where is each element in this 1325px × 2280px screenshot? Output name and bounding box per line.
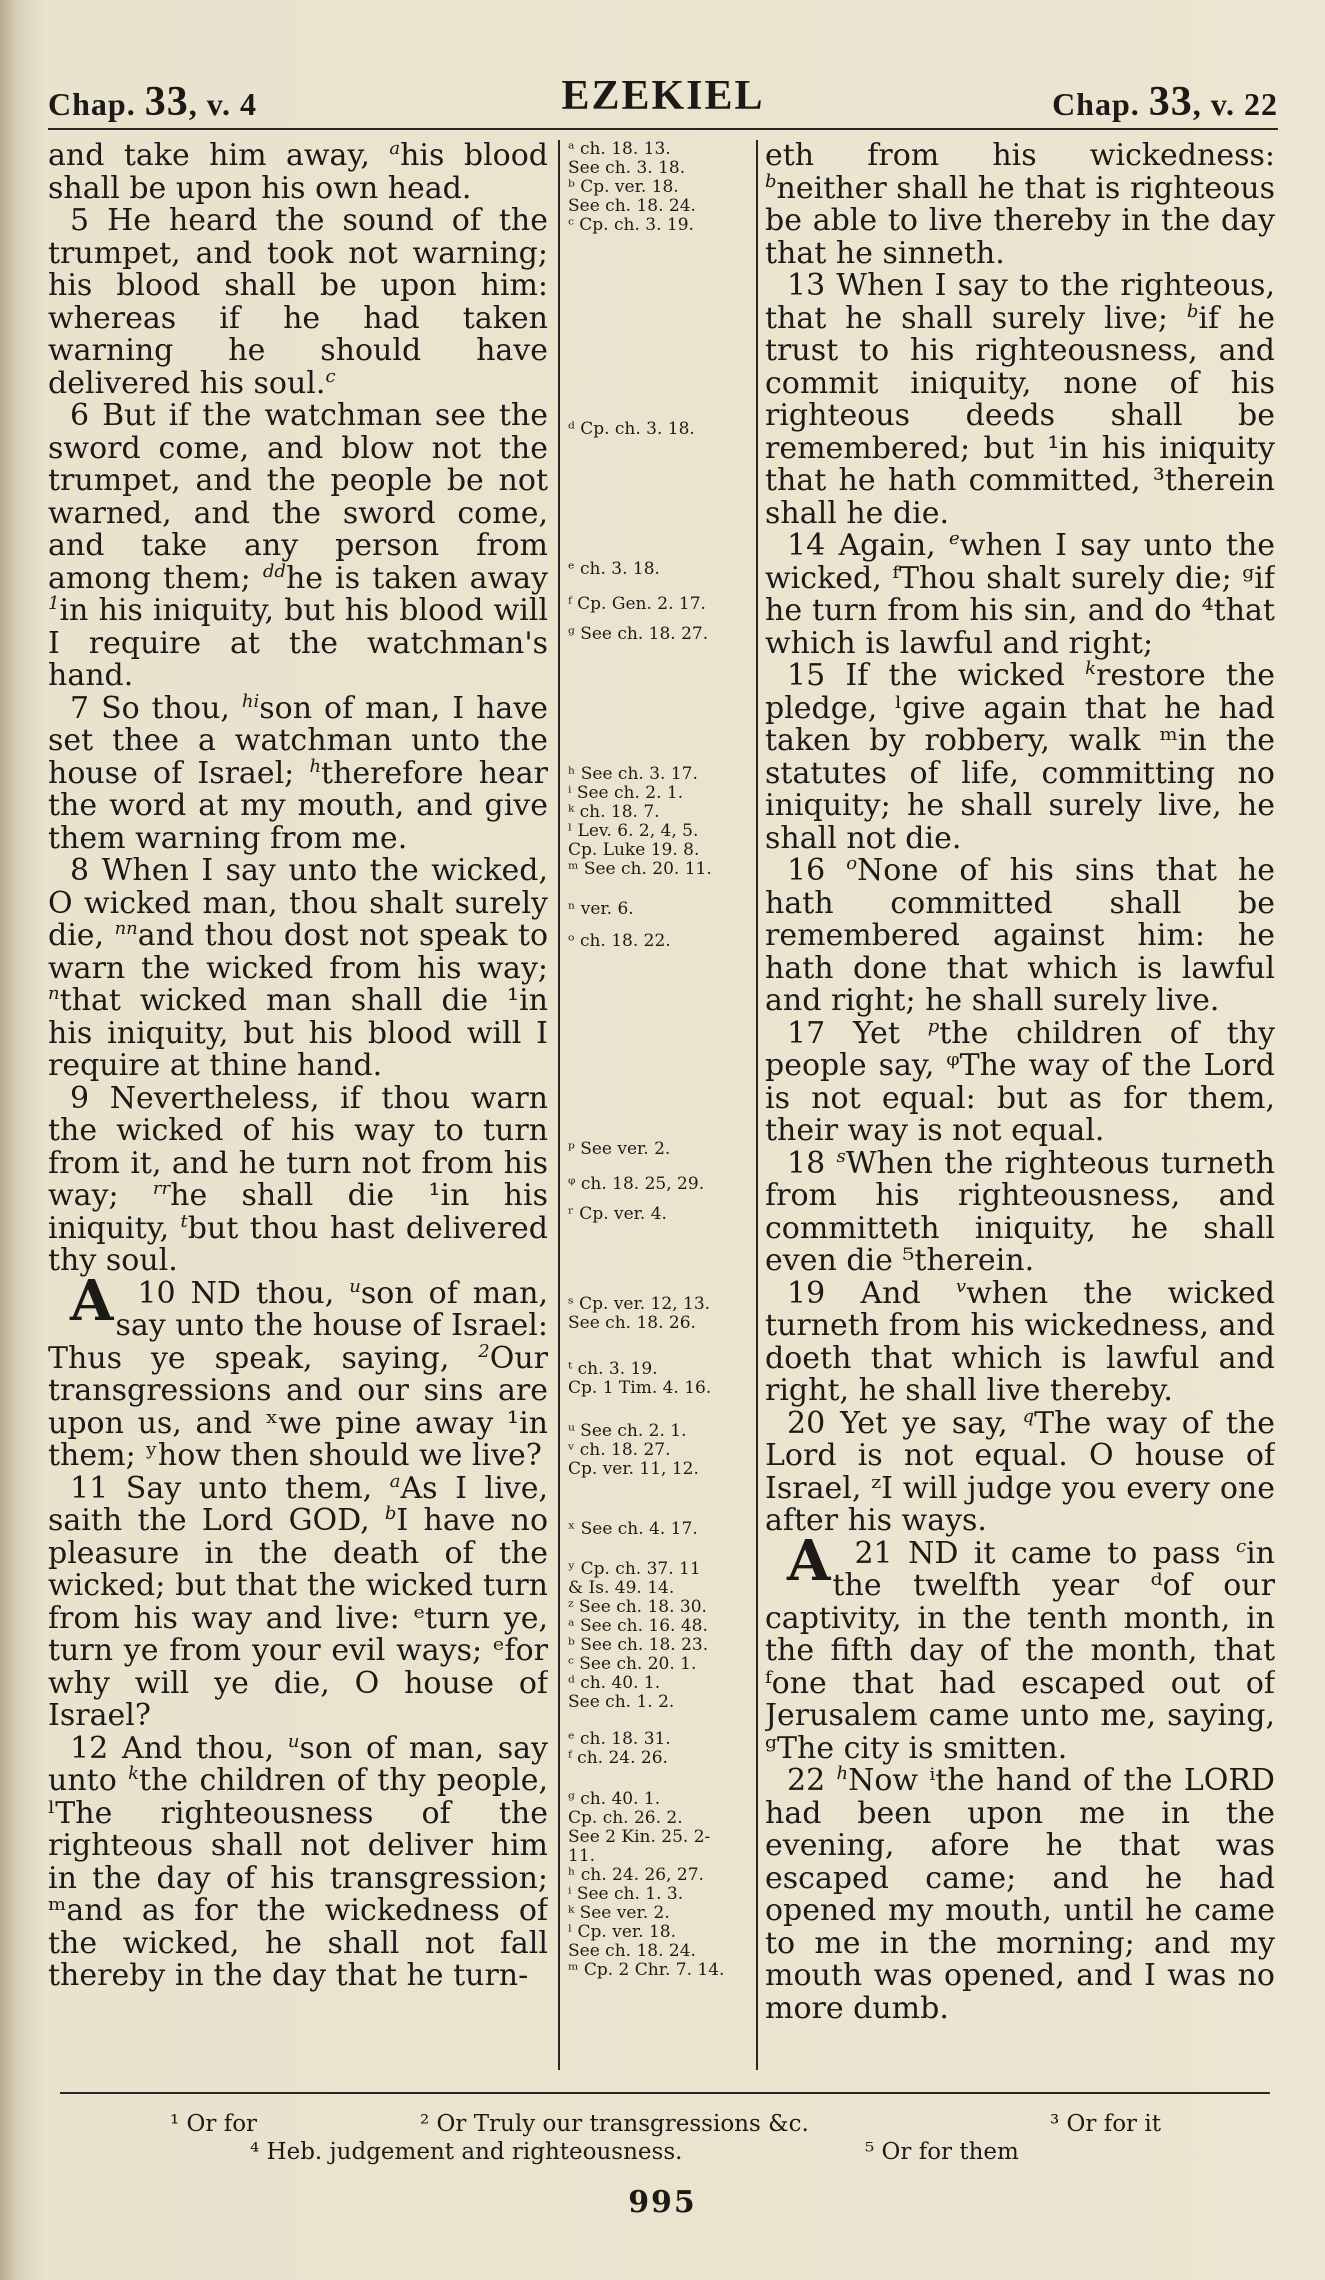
verse-text: when the wicked turneth from his wickedness, and doeth that which is lawful and right, he shall live thereby. [765, 1275, 1275, 1408]
verse-text: But if the watchman see the sword come, and blow not the trumpet, and the people be not warned, and the sword come, and take any person from among them; [48, 398, 548, 596]
cross-ref-marker: u [349, 1275, 361, 1297]
cross-reference-entry: ᵘ See ch. 2. 1. ᵛ ch. 18. 27. Cp. ver. 11, 12. [568, 1421, 699, 1479]
cross-ref-marker: r [152, 1178, 162, 1199]
verse-text: When I say unto the wicked, O wicked man, thou shalt surely die, [48, 853, 548, 953]
cross-reference-entry: ᵉ ch. 18. 31. ᶠ ch. 24. 26. [568, 1729, 671, 1768]
footnote-rule [60, 2092, 1270, 2094]
cross-ref-marker: v [955, 1275, 967, 1297]
page-number: 995 [628, 2185, 697, 2220]
left-text-column [48, 140, 548, 2080]
verse-paragraph [48, 1470, 548, 1733]
cross-ref-marker: e [949, 528, 960, 549]
cross-reference-entry: ᶠ Cp. Gen. 2. 17. [568, 594, 706, 614]
header-right-chapter-ref [1052, 78, 1278, 126]
cross-reference-column [568, 140, 752, 2070]
verse-number: 10 [137, 1275, 176, 1311]
verse-text: therefore hear the word at my mouth, and give them warning from me. [48, 755, 548, 856]
verse-text: The way of the Lord is not equal. O house of Israel, ᶻI will judge you every one after his ways. [765, 1405, 1275, 1538]
verse-number: 20 [787, 1405, 826, 1441]
verse-text: when I say unto the wicked, ᶠThou shalt surely die; ᵍif he turn from his sin, and do ⁴that which is lawful and right; [765, 528, 1275, 661]
verse-paragraph [765, 1405, 1275, 1538]
verse-text: ND thou, [190, 1275, 350, 1311]
drop-capital: A [787, 1527, 831, 1594]
footnote-4: ⁴ Heb. judgement and righteousness. [250, 2139, 683, 2165]
verse-paragraph [765, 1145, 1275, 1278]
verse-text: that wicked man shall die ¹in his iniquity, but his blood will I require at thine hand. [48, 983, 548, 1083]
verse-text: ND it came to pass [908, 1535, 1236, 1571]
header-left-suffix: , v. 4 [188, 86, 257, 122]
verse-number: 9 [70, 1080, 90, 1116]
cross-ref-marker: o [846, 853, 858, 874]
verse-text: but thou hast delivered thy soul. [48, 1210, 548, 1278]
cross-reference-entry: ᵍ ch. 40. 1. Cp. ch. 26. 2. See 2 Kin. 25. 2- 11. ʰ ch. 24. 26, 27. ⁱ See ch. 1. 3. ᵏ See ver. 2. ˡ Cp. ver. 18. See ch. 18. 24. ᵐ Cp. 2 Chr. 7. 14. [568, 1789, 725, 1980]
cross-ref-marker: c [325, 365, 336, 387]
footnotes [60, 2110, 1270, 2166]
verse-text: if he trust to his righteousness, and commit iniquity, none of his righteous deeds shall be remembered; but ¹in his iniquity that he hath committed, ³therein shall he die. [765, 300, 1275, 531]
verse-number: 17 [787, 1015, 826, 1051]
cross-ref-marker: 2 [478, 1340, 490, 1362]
verse-number: 22 [787, 1763, 826, 1798]
verse-number: 18 [787, 1145, 826, 1181]
verse-text: and thou dost not speak to warn the wicked from his way; [48, 918, 548, 986]
footnote-5: ⁵ Or for them [865, 2139, 1019, 2165]
cross-ref-marker: h [309, 755, 322, 777]
cross-reference-entry: ʸ Cp. ch. 37. 11 & Is. 49. 14. ᶻ See ch. 18. 30. ᵃ See ch. 16. 48. ᵇ See ch. 18. 23. ᶜ See ch. 20. 1. ᵈ ch. 40. 1. See ch. 1. 2. [568, 1559, 709, 1712]
verse-paragraph [48, 205, 548, 400]
cross-ref-marker: t [180, 1210, 188, 1232]
verse-paragraph [48, 1080, 548, 1278]
header-left-chapter: 33 [144, 79, 189, 125]
footnote-3: ³ Or for it [1050, 2111, 1161, 2137]
verse-number: 5 [70, 203, 90, 238]
cross-ref-marker: c [1235, 1535, 1247, 1557]
cross-ref-marker: n [126, 918, 138, 939]
verse-paragraph [48, 690, 548, 856]
cross-ref-marker: a [389, 140, 401, 159]
verse-text: Say unto them, [125, 1470, 390, 1506]
verse-number: 12 [70, 1730, 109, 1766]
verse-number: 6 [70, 398, 90, 433]
verse-text: Yet [852, 1015, 928, 1051]
header-right-suffix: , v. 22 [1192, 86, 1278, 122]
cross-ref-marker: d [262, 560, 275, 582]
verse-number: 8 [70, 853, 90, 888]
verse-paragraph [48, 855, 548, 1083]
cross-ref-marker: 1 [48, 593, 60, 614]
verse-text: As I live, saith the Lord GOD, [48, 1470, 548, 1538]
verse-text: And [860, 1275, 956, 1311]
verse-text: his blood shall be upon his own head. [48, 140, 548, 206]
cross-ref-marker: n [48, 983, 60, 1004]
verse-text: Now ⁱthe hand of the LORD had been upon me in the evening, afore he that was escaped came; and he had opened my mouth, until he came to me in the morning; and my mouth was opened, and I was no more dumb. [765, 1763, 1275, 2026]
verse-text: I have no pleasure in the death of the wicked; but that the wicked turn from his way and live: ᵉturn ye, turn ye from your evil ways; ᵉfor why will ye die, O house of Israel? [48, 1503, 548, 1733]
verse-text: the children of thy people say, ᵠThe way of the Lord is not equal: but as for them, their way is not equal. [765, 1015, 1275, 1148]
verse-paragraph [765, 1275, 1275, 1408]
cross-reference-entry: ˢ Cp. ver. 12, 13. See ch. 18. 26. [568, 1294, 711, 1333]
verse-paragraph [765, 530, 1275, 660]
cross-reference-entry: ⁿ ver. 6. [568, 899, 634, 919]
verse-text: He heard the sound of the trumpet, and took not warning; his blood shall be upon him: whereas if he had taken warning he should have delivered his soul. [48, 203, 548, 401]
verse-paragraph [48, 1730, 548, 1993]
cross-ref-marker: k [1085, 658, 1097, 679]
cross-ref-marker: h [241, 690, 254, 712]
right-text-column [765, 140, 1275, 2080]
cross-ref-marker: a [389, 1470, 401, 1492]
verse-text: he is taken away [285, 560, 548, 596]
verse-number: 14 [787, 528, 826, 563]
verse-text: Nevertheless, if thou warn the wicked of his way to turn from it, and he turn not from his way; [48, 1080, 548, 1213]
verse-text: he shall die ¹in his iniquity, [48, 1178, 548, 1246]
cross-reference-entry: ˣ See ch. 4. 17. [568, 1519, 698, 1539]
cross-ref-marker: b [765, 170, 777, 192]
column-divider-left [558, 140, 560, 2070]
verse-number: 13 [787, 268, 826, 303]
cross-reference-entry: ʳ Cp. ver. 4. [568, 1204, 667, 1224]
column-divider-right [756, 140, 758, 2070]
cross-reference-entry: ᵒ ch. 18. 22. [568, 931, 671, 951]
verse-text: So thou, [101, 690, 242, 726]
page-header [48, 72, 1278, 132]
cross-ref-marker: n [114, 918, 127, 939]
verse-paragraph [765, 660, 1275, 855]
cross-ref-marker: d [274, 560, 286, 582]
verse-text: son of man, say unto [48, 1730, 548, 1798]
verse-text: If the wicked [845, 658, 1086, 693]
drop-capital: A [70, 1267, 114, 1334]
verse-paragraph [48, 140, 548, 205]
cross-reference-entry: ᵗ ch. 3. 19. Cp. 1 Tim. 4. 16. [568, 1359, 712, 1398]
cross-ref-marker: p [927, 1015, 940, 1037]
verse-number: 21 [854, 1535, 893, 1571]
cross-reference-entry: ᵍ See ch. 18. 27. [568, 624, 709, 644]
verse-text: restore the pledge, ˡgive again that he had taken by robbery, walk ᵐin the statutes of life, committing no iniquity; he shall surely live, he shall not die. [765, 658, 1275, 856]
verse-paragraph [765, 855, 1275, 1018]
footnote-2: ² Or Truly our transgressions &c. [420, 2111, 809, 2137]
verse-text: Yet ye say, [840, 1405, 1023, 1441]
cross-ref-marker: r [161, 1178, 171, 1199]
cross-reference-entry: ʰ See ch. 3. 17. ⁱ See ch. 2. 1. ᵏ ch. 18. 7. ˡ Lev. 6. 2, 4, 5. Cp. Luke 19. 8. ᵐ See ch. 20. 11. [568, 764, 712, 879]
header-right-prefix: Chap. [1052, 86, 1140, 122]
verse-text: neither shall he that is righteous be able to live thereby in the day that he sinneth. [765, 170, 1275, 271]
verse-text: son of man, I have set thee a watchman unto the house of Israel; [48, 690, 548, 791]
header-rule [48, 128, 1278, 130]
verse-text: in his iniquity, but his blood will I require at the watchman's hand. [48, 593, 548, 693]
verse-paragraph [765, 1765, 1275, 2025]
verse-paragraph [765, 270, 1275, 530]
verse-text: When the righteous turneth from his righteousness, and committeth iniquity, he shall even die ⁵therein. [765, 1145, 1275, 1278]
verse-number: 7 [70, 690, 90, 726]
cross-reference-entry: ᵖ See ver. 2. [568, 1139, 671, 1159]
cross-ref-marker: k [128, 1763, 140, 1784]
verse-paragraph [48, 1267, 548, 1473]
verse-paragraph [765, 1527, 1275, 1766]
book-title: EZEKIEL [561, 73, 765, 119]
cross-ref-marker: b [1186, 300, 1199, 322]
cross-ref-marker: i [253, 690, 260, 712]
verse-text: Our transgressions and our sins are upon us, and ˣwe pine away ¹in them; ʸhow then should we live? [48, 1340, 548, 1473]
verse-text: And thou, [121, 1730, 288, 1766]
cross-ref-marker: h [836, 1763, 849, 1784]
cross-ref-marker: b [384, 1503, 397, 1524]
verse-text: eth from his wickedness: [765, 140, 1275, 173]
verse-number: 19 [787, 1275, 826, 1311]
cross-ref-marker: q [1022, 1405, 1035, 1427]
verse-paragraph [48, 400, 548, 693]
cross-reference-entry: ᵠ ch. 18. 25, 29. [568, 1174, 705, 1194]
verse-number: 11 [70, 1470, 109, 1506]
cross-reference-entry: ᵃ ch. 18. 13. See ch. 3. 18. ᵇ Cp. ver. 18. See ch. 18. 24. ᶜ Cp. ch. 3. 19. [568, 139, 696, 235]
cross-reference-entry: ᵈ Cp. ch. 3. 18. [568, 419, 695, 439]
header-left-prefix: Chap. [48, 86, 136, 122]
verse-text: in the twelfth year ᵈof our captivity, in the tenth month, in the fifth day of the month, that ᶠone that had escaped out of Jerusalem came unto me, saying, ᵍThe city is smitten. [765, 1535, 1275, 1766]
footnote-1: ¹ Or for [170, 2111, 258, 2137]
cross-ref-marker: u [287, 1730, 300, 1752]
verse-text: son of man, say unto the house of Israel: Thus ye speak, saying, [48, 1275, 548, 1376]
verse-text: and take him away, [48, 140, 390, 173]
verse-number: 15 [787, 658, 826, 693]
verse-text: When I say to the righteous, that he shall surely live; [765, 268, 1275, 336]
cross-reference-entry: ᵉ ch. 3. 18. [568, 559, 660, 579]
verse-text: the children of thy people, ˡThe righteousness of the righteous shall not deliver him in the day of his transgression; ᵐand as for the wickedness of the wicked, he shall not fall thereby in the day that he turn- [48, 1763, 548, 1993]
cross-ref-marker: s [836, 1145, 846, 1167]
verse-text: Again, [838, 528, 950, 563]
verse-paragraph [765, 140, 1275, 270]
verse-text: None of his sins that he hath committed shall be remembered against him: he hath done that which is lawful and right; he shall surely live. [765, 853, 1275, 1018]
verse-number: 16 [787, 853, 826, 888]
verse-paragraph [765, 1015, 1275, 1148]
header-right-chapter: 33 [1148, 79, 1193, 125]
